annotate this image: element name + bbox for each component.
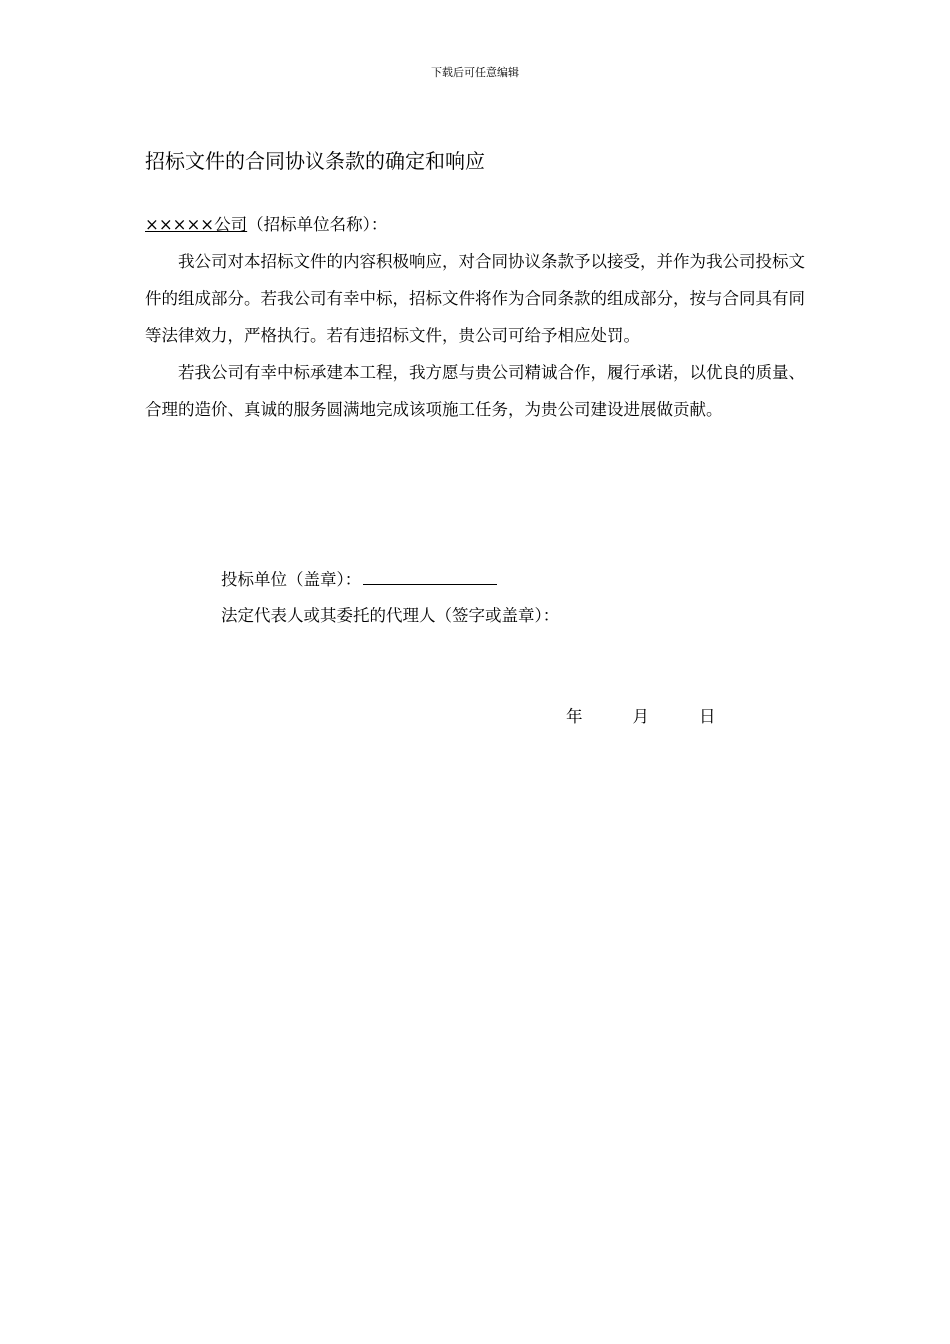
document-title: 招标文件的合同协议条款的确定和响应 (145, 149, 485, 173)
signature-block (221, 562, 559, 634)
date-year: 年 (566, 707, 583, 726)
date-day: 日 (699, 707, 716, 726)
date-month: 月 (632, 707, 649, 726)
header-note: 下载后可任意编辑 (431, 66, 519, 79)
addressee-name: ×××××公司 (145, 215, 248, 234)
paragraph-2: 若我公司有幸中标承建本工程，我方愿与贵公司精诚合作，履行承诺，以优良的质量、合理的造价、真诚的服务圆满地完成该项施工任务，为贵公司建设进展做贡献。 (145, 363, 805, 419)
paragraph-1: 我公司对本招标文件的内容积极响应，对合同协议条款予以接受，并作为我公司投标文件的组成部分。若我公司有幸中标，招标文件将作为合同条款的组成部分，按与合同具有同等法律效力，严格执行。若有违招标文件，贵公司可给予相应处罚。 (145, 252, 805, 345)
date-line (566, 702, 716, 732)
addressee-line (145, 206, 805, 243)
representative-signature-label: 法定代表人或其委托的代理人（签字或盖章）： (221, 606, 560, 625)
bidder-seal-blank (363, 564, 497, 585)
bidder-seal-label: 投标单位（盖章）： (221, 570, 362, 589)
bidder-seal-line (221, 562, 559, 598)
letter-body (145, 206, 805, 428)
addressee-suffix: （招标单位名称）： (247, 215, 388, 234)
